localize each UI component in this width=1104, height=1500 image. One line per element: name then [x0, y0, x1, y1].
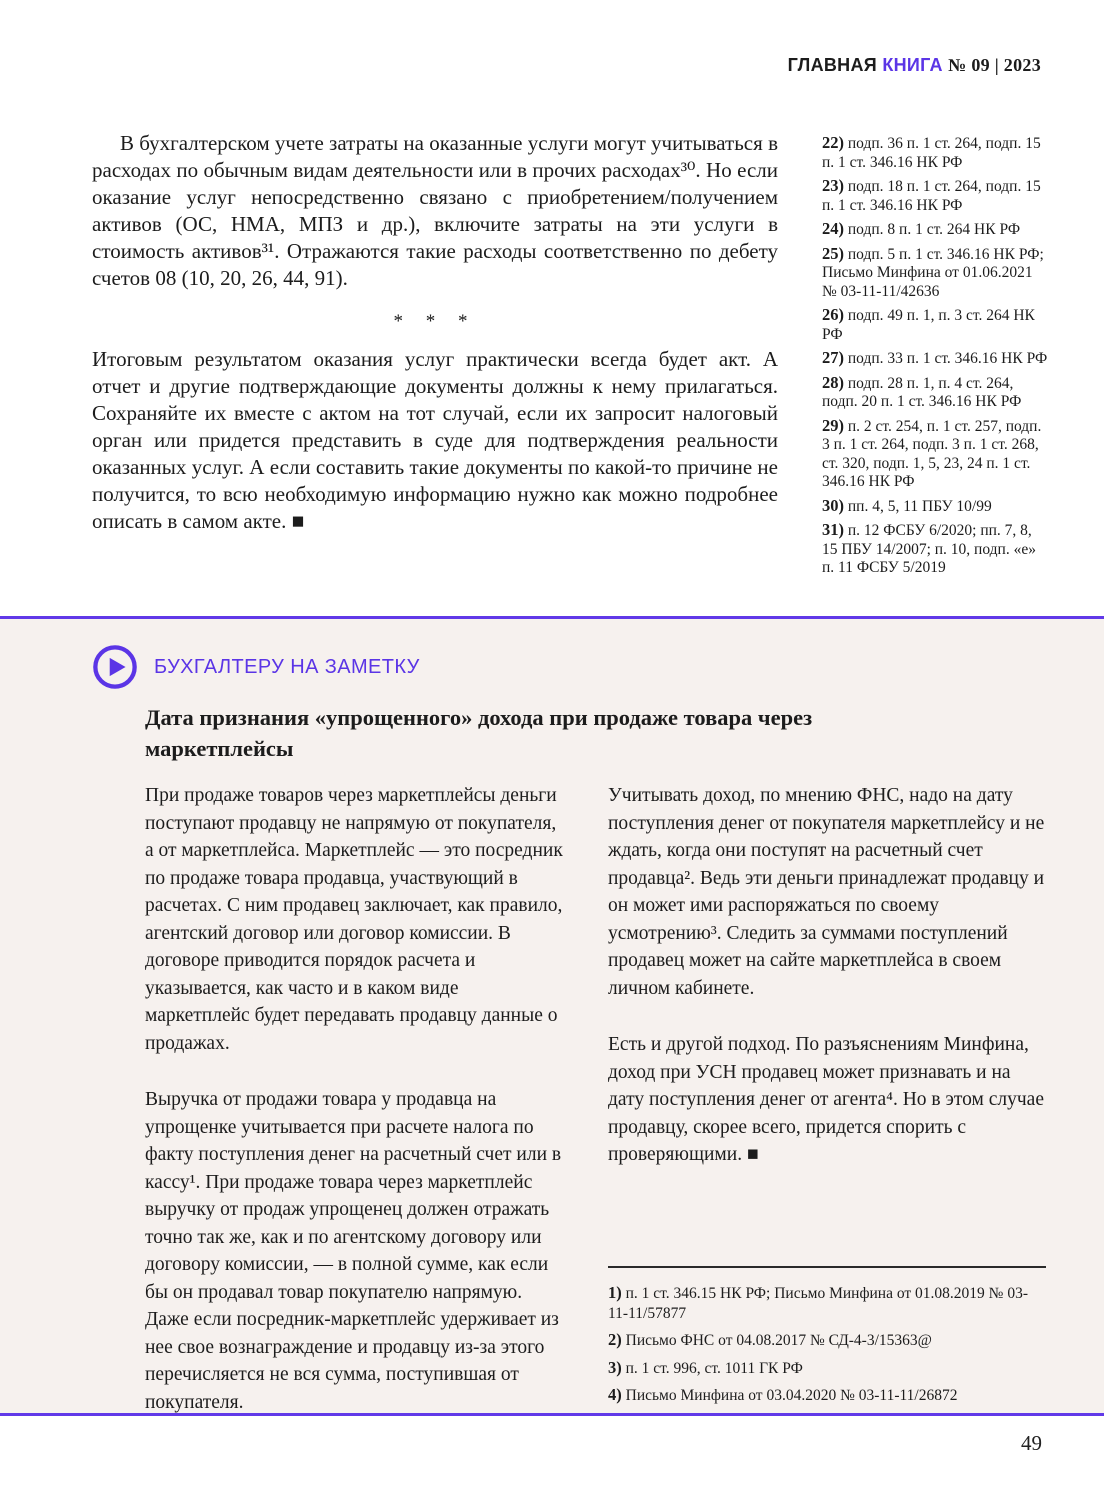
margin-note-text: п. 2 ст. 254, п. 1 ст. 257, подп. 3 п. 1 ст. 264, подп. 3 п. 1 ст. 268, ст. 320, подп. 1, 5, 23, 24 п. 1 ст. 346.16 НК РФ	[822, 417, 1042, 490]
margin-note	[822, 374, 1048, 412]
margin-note	[822, 306, 1048, 344]
footnote-text: п. 1 ст. 996, ст. 1011 ГК РФ	[625, 1359, 803, 1377]
margin-note-text: пп. 4, 5, 11 ПБУ 10/99	[847, 497, 992, 515]
margin-note-text: подп. 5 п. 1 ст. 346.16 НК РФ; Письмо Минфина от 01.06.2021 № 03-11-11/42636	[822, 245, 1044, 300]
footnote-number: 4)	[608, 1385, 622, 1404]
margin-note-number: 31)	[822, 520, 844, 539]
stars-divider: * * *	[393, 311, 477, 332]
margin-note-number: 25)	[822, 243, 844, 263]
note-right-paragraph-1: Учитывать доход, по мнению ФНС, надо на дату поступления денег от покупателя маркетплейсу и не ждать, когда они поступят на расчетный счет продавца². Ведь эти деньги принадлежат продавцу и он может ими распоряжаться по своему усмотрению³. Следить за суммами поступлений продавец может на сайте маркетплейса в своем личном кабинете.	[608, 785, 1045, 999]
footnote	[608, 1330, 1046, 1351]
footnote-text: Письмо ФНС от 04.08.2017 № СД-4-3/15363@	[625, 1332, 932, 1349]
note-column-left	[145, 782, 563, 1416]
page-number: 49	[1021, 1431, 1042, 1455]
margin-note-number: 23)	[822, 176, 844, 195]
margin-notes	[822, 134, 1048, 583]
footnote	[608, 1385, 1046, 1406]
footnote-number: 1)	[608, 1283, 622, 1302]
margin-note-text: подп. 36 п. 1 ст. 264, подп. 15 п. 1 ст. 346.16 НК РФ	[822, 135, 1041, 171]
margin-note-number: 22)	[822, 133, 844, 152]
margin-note-number: 30)	[822, 495, 844, 515]
margin-note	[822, 220, 1048, 240]
margin-note	[822, 417, 1048, 492]
note-right-paragraph-2: Есть и другой подход. По разъяснениям Минфина, доход при УСН продавец может признавать и на дату поступления денег от агента⁴. Но в этом случае продавцу, скорее всего, придется спорить с проверяющими. ■	[608, 1034, 1044, 1165]
footnote-number: 2)	[608, 1330, 622, 1349]
accountant-note-section	[0, 616, 1104, 1416]
margin-note-number: 26)	[822, 305, 844, 324]
margin-note-text: подп. 8 п. 1 ст. 264 НК РФ	[847, 221, 1021, 238]
article-paragraph-2: Итоговым результатом оказания услуг практически всегда будет акт. А отчет и другие подтверждающие документы должны к нему прилагаться. Сохраняйте их вместе с актом на тот случай, если их запросит налоговый орган или придется представить в суде для подтверждения реальности оказанных услуг. А если составить такие документы по какой-то причине не получится, то всю необходимую информацию нужно как можно подробнее описать в самом акте. ■	[92, 347, 778, 533]
margin-note-number: 28)	[822, 372, 844, 392]
masthead-issue: № 09 | 2023	[948, 55, 1041, 75]
rubric-label: БУХГАЛТЕРУ НА ЗАМЕТКУ	[154, 655, 420, 678]
footnote-number: 3)	[608, 1357, 622, 1377]
rubric-row	[92, 644, 420, 690]
margin-note	[822, 134, 1048, 172]
article-paragraph-1: В бухгалтерском учете затраты на оказанные услуги могут учитываться в расходах по обычным видам деятельности или в прочих расходах³⁰. Но если оказание услуг непосредственно связано с приобретением/получением активов (ОС, НМА, МПЗ и др.), включите затраты на эти услуги в стоимость активов³¹. Отражаются такие расходы соответственно по дебету счетов 08 (10, 20, 26, 44, 91).	[92, 131, 778, 290]
main-article	[92, 130, 778, 535]
note-left-paragraph-2: Выручка от продажи товара у продавца на упрощенке учитывается при расчете налога по факту поступления денег на расчетный счет или в кассу¹. При продаже товара через маркетплейс выручку от продаж упрощенец должен отражать точно так же, как и по агентскому договору или договору комиссии, — в полной сумме, как если бы он продавал товар покупателю напрямую. Даже если посредник-маркетплейс удерживает из нее свое вознаграждение и продавцу из-за этого перечисляется не вся сумма, поступившая от покупателя.	[145, 1089, 562, 1413]
margin-note-number: 29)	[822, 415, 844, 435]
margin-note-text: подп. 33 п. 1 ст. 346.16 НК РФ	[847, 350, 1048, 367]
footnotes-block	[608, 1266, 1046, 1413]
margin-note	[822, 349, 1048, 369]
margin-note-text: подп. 28 п. 1, п. 4 ст. 264, подп. 20 п. 1 ст. 346.16 НК РФ	[822, 374, 1022, 410]
margin-note-text: подп. 49 п. 1, п. 3 ст. 264 НК РФ	[822, 307, 1035, 343]
note-column-right	[608, 782, 1046, 1169]
margin-note-number: 27)	[822, 348, 844, 367]
footnote	[608, 1283, 1046, 1323]
margin-note-number: 24)	[822, 219, 844, 238]
margin-note-text: подп. 18 п. 1 ст. 264, подп. 15 п. 1 ст. 346.16 НК РФ	[822, 178, 1041, 214]
margin-note	[822, 497, 1048, 517]
masthead-brand-purple: КНИГА	[882, 55, 943, 75]
note-left-paragraph-1: При продаже товаров через маркетплейсы деньги поступают продавцу не напрямую от покупателя, а от маркетплейса. Маркетплейс — это посредник по продаже товара продавца, участвующий в расчетах. С ним продавец заключает, как правило, агентский договор или договор комиссии. В договоре приводится порядок расчета и указывается, как часто и в каком виде маркетплейс будет передавать продавцу данные о продажах.	[145, 785, 563, 1054]
footnote	[608, 1358, 1046, 1379]
footnote-text: п. 1 ст. 346.15 НК РФ; Письмо Минфина от 01.08.2019 № 03-11-11/57877	[608, 1285, 1028, 1322]
margin-note	[822, 521, 1048, 578]
play-icon	[92, 644, 138, 690]
margin-note	[822, 245, 1048, 302]
margin-note	[822, 177, 1048, 215]
margin-note-text: п. 12 ФСБУ 6/2020; пп. 7, 8, 15 ПБУ 14/2007; п. 10, подп. «е» п. 11 ФСБУ 5/2019	[822, 522, 1036, 576]
footnote-text: Письмо Минфина от 03.04.2020 № 03-11-11/26872	[625, 1387, 958, 1404]
masthead-brand-black: ГЛАВНАЯ	[787, 55, 878, 75]
masthead	[788, 55, 1041, 76]
note-title: Дата признания «упрощенного» дохода при продаже товара через маркетплейсы	[145, 705, 813, 761]
